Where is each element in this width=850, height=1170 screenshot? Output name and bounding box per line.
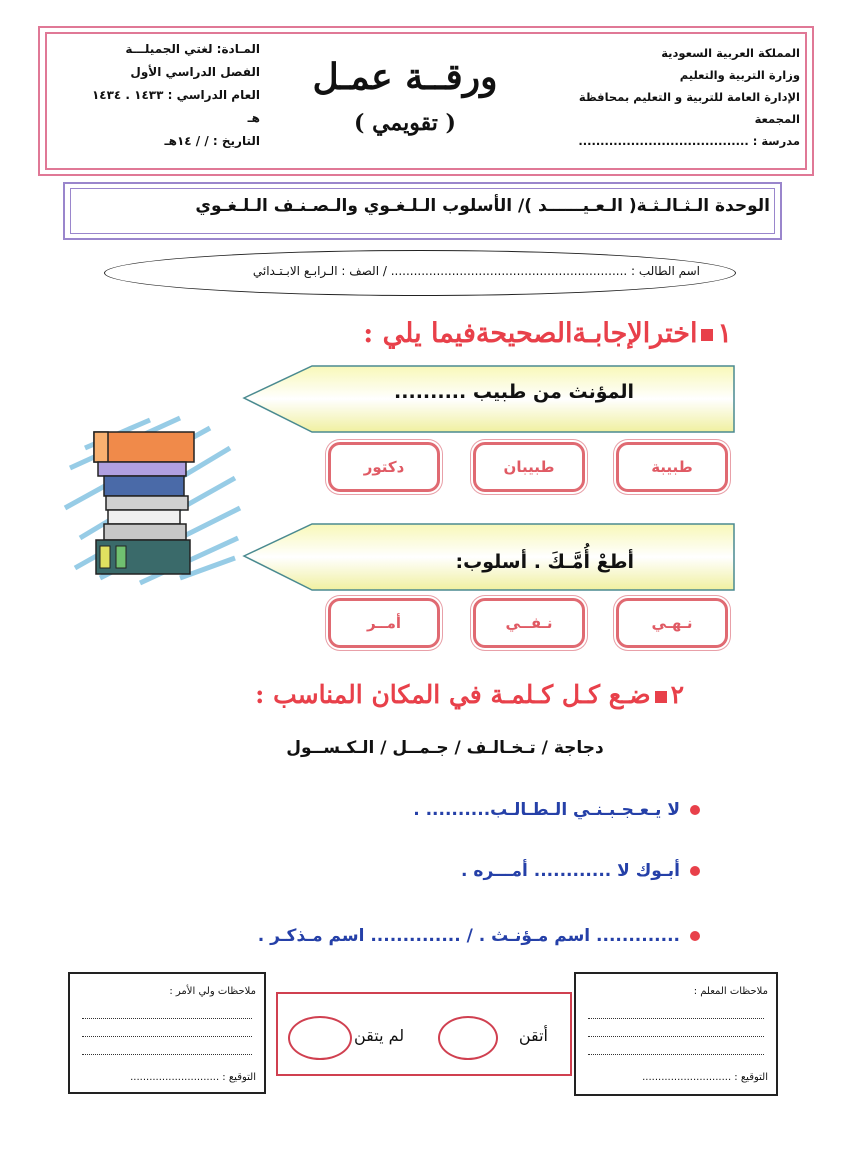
option-label: نـهـي [651,614,693,632]
question-marker-icon [701,329,713,341]
unit-banner-text: الوحدة الـثـالـثـة( الـعـيــــــد )/ الأسلوب الـلـغـوي والـصـنـف الـلـغـوي [195,196,770,216]
question2-text: ضـع كـل كـلمـة في المكان المناسب : [255,680,651,709]
word-bank-item: الـكـســول [286,738,375,758]
option-label: أمــر [367,614,402,632]
question-marker-icon [655,691,667,703]
word-bank [230,738,660,758]
header-semester: الفصل الدراسي الأول [130,65,260,79]
bullet-icon [690,805,700,815]
not-mastered-label: لم يتقن [354,1026,405,1045]
question1-item2-prompt: أطعْ أُمَّـكَ . أسلوب: [455,551,634,573]
note-line[interactable] [588,1054,764,1055]
teacher-notes-box [574,972,778,1096]
worksheet-subtitle: ( تقويمي ) [354,110,456,136]
mastered-circle[interactable] [438,1016,498,1060]
parent-notes-box [68,972,266,1094]
word-separator: / [448,738,467,758]
header-ministry: وزارة التربية والتعليم [679,68,800,82]
word-separator: / [535,738,554,758]
note-line[interactable] [82,1036,252,1037]
student-info-line[interactable]: اسم الطالب : .............................................................. / الصف : الـرابـع الابـتـدائي [252,264,700,278]
question1-text: اخترالإجابـةالصحيحةفيما يلي : [363,318,698,349]
sentence-text: ............. اسم مـؤنـث . / .............. اسم مـذكـر . [257,926,680,946]
note-line[interactable] [82,1018,252,1019]
header-subject-block [80,38,260,153]
q1-item2-option-2[interactable] [473,598,585,648]
evaluation-box [276,992,572,1076]
word-bank-item: تـخـالـف [466,738,536,758]
word-bank-item: دجاجة [553,738,604,758]
note-line[interactable] [588,1018,764,1019]
sentence-3[interactable] [258,926,700,946]
note-line[interactable] [588,1036,764,1037]
header-institution-block [530,42,800,152]
header-school: مدرسة : ....................................... [578,134,800,148]
sentence-text: أبـوك لا ............ أمـــره . [461,861,680,881]
books-stack-icon [60,408,250,588]
header-date: التاريخ : / / ١٤هـ [164,134,260,148]
question1-number: ١ [717,318,732,349]
question1-title [363,318,732,349]
word-bank-item: جـمــل [392,738,449,758]
mastered-label: أتقن [518,1026,548,1045]
question2-number: ٢ [670,680,684,709]
teacher-notes-title: ملاحظات المعلم : [693,986,768,997]
sentence-2[interactable] [461,861,700,881]
not-mastered-circle[interactable] [288,1016,352,1060]
bullet-icon [690,866,700,876]
question1-item1-prompt: المؤنث من طبيب .......... [394,381,634,403]
q1-item2-option-1[interactable] [616,598,728,648]
signature-label: التوقيع [740,1072,768,1083]
bullet-icon [690,931,700,941]
word-separator: / [374,738,393,758]
q1-item1-option-2[interactable] [473,442,585,492]
sentence-1[interactable] [413,800,700,820]
q1-item2-option-3[interactable] [328,598,440,648]
sentence-text: لا يـعـجـبـنـي الـطـالـب.......... . [413,800,680,820]
option-label: طبيبة [651,458,693,476]
signature-label: التوقيع [228,1072,256,1083]
parent-notes-title: ملاحظات ولي الأمر : [169,986,256,997]
question2-title [255,680,684,709]
parent-signature[interactable]: التوقيع : ............................ [130,1072,256,1083]
header-subject: المـادة: لغتي الجميلـــة [125,42,260,56]
worksheet-title: ورقــة عمـل [312,56,498,98]
option-label: دكتور [363,458,405,476]
q1-item1-option-3[interactable] [328,442,440,492]
option-label: طبيبان [503,458,555,476]
teacher-signature[interactable]: التوقيع : ............................ [642,1072,768,1083]
header-country: المملكة العربية السعودية [661,46,800,60]
q1-item1-option-1[interactable] [616,442,728,492]
header-directorate: الإدارة العامة للتربية و التعليم بمحافظة المجمعة [578,90,800,126]
header-school-year: العام الدراسي : ١٤٣٣ . ١٤٣٤ هـ [91,88,260,125]
option-label: نـفــي [505,614,553,632]
note-line[interactable] [82,1054,252,1055]
